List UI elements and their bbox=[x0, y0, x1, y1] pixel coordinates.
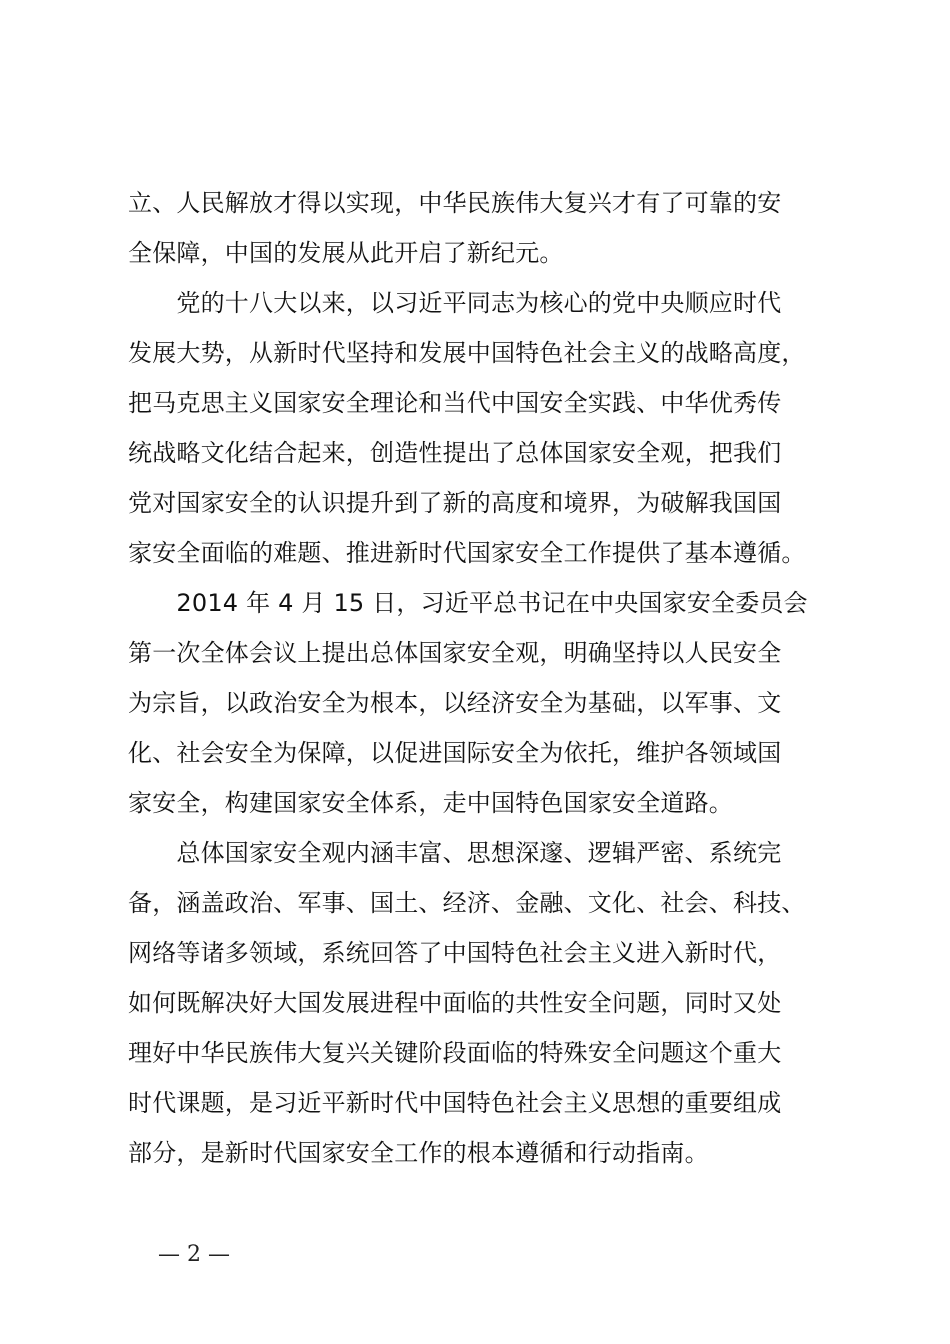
text-line: 统战略文化结合起来，创造性提出了总体国家安全观，把我们 bbox=[128, 439, 782, 467]
text-line: 第一次全体会议上提出总体国家安全观，明确坚持以人民安全 bbox=[128, 639, 782, 667]
text-line: 发展大势，从新时代坚持和发展中国特色社会主义的战略高度， bbox=[128, 339, 806, 367]
text-line: 立、人民解放才得以实现，中华民族伟大复兴才有了可靠的安 bbox=[128, 189, 782, 217]
text-line: 2014 年 4 月 15 日，习近平总书记在中央国家安全委员会 bbox=[128, 589, 808, 617]
text-line: 时代课题，是习近平新时代中国特色社会主义思想的重要组成 bbox=[128, 1089, 782, 1117]
page-number: — 2 — bbox=[158, 1242, 230, 1267]
text-line: 化、社会安全为保障，以促进国际安全为依托，维护各领域国 bbox=[128, 739, 782, 767]
text-line: 党的十八大以来，以习近平同志为核心的党中央顺应时代 bbox=[128, 289, 782, 317]
text-line: 全保障，中国的发展从此开启了新纪元。 bbox=[128, 239, 564, 267]
text-line: 部分，是新时代国家安全工作的根本遵循和行动指南。 bbox=[128, 1139, 709, 1167]
text-line: 理好中华民族伟大复兴关键阶段面临的特殊安全问题这个重大 bbox=[128, 1039, 782, 1067]
text-line: 党对国家安全的认识提升到了新的高度和境界，为破解我国国 bbox=[128, 489, 782, 517]
text-line: 家安全，构建国家安全体系，走中国特色国家安全道路。 bbox=[128, 789, 733, 817]
text-line: 为宗旨，以政治安全为根本，以经济安全为基础，以军事、文 bbox=[128, 689, 782, 717]
text-line: 把马克思主义国家安全理论和当代中国安全实践、中华优秀传 bbox=[128, 389, 782, 417]
text-line: 网络等诸多领域，系统回答了中国特色社会主义进入新时代， bbox=[128, 939, 782, 967]
text-line: 如何既解决好大国发展进程中面临的共性安全问题，同时又处 bbox=[128, 989, 782, 1017]
text-line: 备，涵盖政治、军事、国土、经济、金融、文化、社会、科技、 bbox=[128, 889, 806, 917]
text-line: 总体国家安全观内涵丰富、思想深邃、逻辑严密、系统完 bbox=[128, 839, 782, 867]
text-line: 家安全面临的难题、推进新时代国家安全工作提供了基本遵循。 bbox=[128, 539, 806, 567]
